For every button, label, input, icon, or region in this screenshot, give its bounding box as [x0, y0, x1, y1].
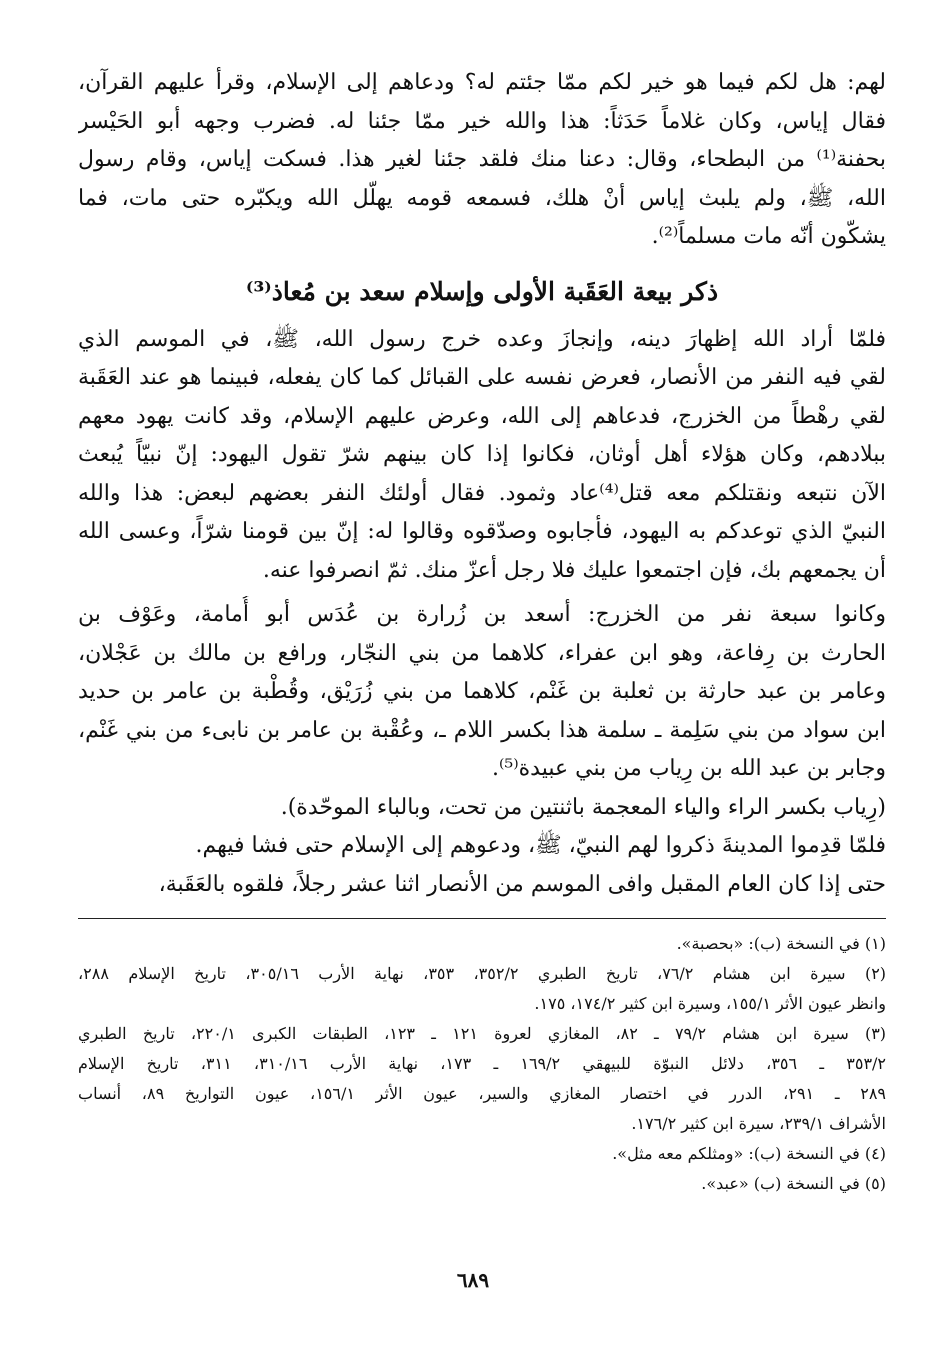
body-line: الله، ﷺ، ولم يلبث إياس أنْ هلك، فسمعه قومه يهلّل الله ويكبّره حتى مات، فما: [78, 185, 886, 211]
footnote-2-cont: وانظر عيون الأثر ١٥٥/١، وسيرة ابن كثير ١٧٤/٢، ١٧٥.: [534, 994, 886, 1013]
page-number: ٦٨٩: [456, 1268, 490, 1292]
book-page: [78, 64, 886, 1199]
paragraph-line: وعامر بن عبد حارثة بن ثعلبة بن غَنْم، كلاهما من بني زُرَيْق، وقُطْبة بن عامر بن حديد: [78, 679, 886, 704]
footnote-3-cont: ٢٨٩ ـ ٢٩١، الدرر في اختصار المغازي والسير، عيون الأثر ١٥٦/١، عيون التواريخ ٨٩، أنساب: [78, 1084, 886, 1103]
section-heading: ذكر بيعة العَقَبة الأولى وإسلام سعد بن مُعاذ⁽³⁾: [245, 276, 719, 306]
body-line: فقال إياس، وكان غلاماً حَدَثاً: هذا والله خير ممّا جئنا له. فضرب وجهه أبو الحَيْسر: [78, 108, 886, 134]
paragraph-line: ابن سواد من بني سَلِمة ـ سلمة هذا بكسر اللام ـ، وعُقْبة بن عامر بن نابىء من بني غَنْم،: [78, 717, 886, 743]
paragraph-line: وكانوا سبعة نفر من الخزرج: أسعد بن زُرارة بن عُدَس أبو أُمامة، وعَوْف بن: [78, 602, 886, 627]
footnote-4: (٤) في النسخة (ب): «ومثلكم معه مثل».: [612, 1144, 886, 1163]
paragraph-line: فلمّا أراد الله إظهارَ دينه، وإنجازَ وعده خرج رسول الله، ﷺ، في الموسم الذي: [78, 326, 886, 352]
footnote-3-cont: ٣٥٣/٢ ـ ٣٥٦، دلائل النبوّة للبيهقي ١٦٩/٢ ـ ١٧٣، نهاية الأرب ٣١٠/١٦، ٣١١، تاريخ الإسلام: [78, 1054, 886, 1073]
note-paragraph: (رِياب بكسر الراء والياء المعجمة باثنتين من تحت، وبالباء الموحّدة).: [280, 794, 886, 820]
body-line: لهم: هل لكم فيما هو خير لكم ممّا جئتم له؟ ودعاهم إلى الإسلام، وقرأ عليهم القرآن،: [78, 70, 886, 95]
footnote-1: (١) في النسخة (ب): «بحصبة».: [676, 934, 886, 953]
footnote-3-cont: الأشراف ٢٣٩/١، سيرة ابن كثير ١٧٦/٢.: [631, 1114, 886, 1133]
paragraph-line: ببلادهم، وكان هؤلاء أهل أوثان، فكانوا إذا كان بينهم شرّ تقول اليهود: إنّ نبيّاً يُبعث: [78, 442, 886, 467]
paragraph-line: الحارث بن رِفاعة، وهو ابن عفراء، كلاهما من بني النجّار، ورافع بن مالك بن عَجْلان،: [78, 640, 886, 666]
body-line: بحفنة⁽¹⁾ من البطحاء، وقال: دعنا منك فلقد جئنا لغير هذا. فسكت إياس، وقام رسول: [78, 147, 886, 172]
paragraph-line: النبيّ الذي توعدكم به اليهود، فأجابوه وصدّقوه وقالوا له: إنّ بين قومنا شرّاً، وعسى الله: [78, 519, 886, 544]
paragraph-line: حتى إذا كان العام المقبل وافى الموسم من الأنصار اثنا عشر رجلاً، فلقوه بالعَقَبة،: [158, 871, 886, 897]
paragraph-line: الآن نتبعه ونقتلكم معه قتل⁽⁴⁾عاد وثمود. فقال أولئك النفر بعضهم لبعض: هذا والله: [78, 480, 886, 506]
footnote-5: (٥) في النسخة (ب) «عبد».: [701, 1174, 886, 1193]
body-line: يشكّون أنّه مات مسلماً⁽²⁾.: [651, 224, 886, 249]
paragraph-line: لقي فيه النفر من الأنصار، فعرض نفسه على القبائل كما كان يفعله، فبينما هو عند العَقَبة: [78, 365, 886, 390]
paragraph-line: لقي رهْطاً من الخزرج، فدعاهم إلى الله، وعرض عليهم الإسلام، وقد كانت يهود معهم: [78, 403, 886, 429]
paragraph-line: أن يجمعهم بك، فإن اجتمعوا عليك فلا رجل أعزّ منك. ثمّ انصرفوا عنه.: [262, 557, 886, 583]
paragraph-line: فلمّا قدِموا المدينةَ ذكروا لهم النبيّ، ﷺ، ودعوهم إلى الإسلام حتى فشا فيهم.: [195, 833, 886, 858]
paragraph-line: وجابر بن عبد الله بن رِياب من بني عبيدة⁽⁵⁾.: [492, 756, 886, 781]
footnote-divider: [78, 918, 886, 919]
footnote-3: (٣) سيرة ابن هشام ٧٩/٢ ـ ٨٢، المغازي لعروة ١٢١ ـ ١٢٣، الطبقات الكبرى ٢٢٠/١، تاريخ الطبري: [78, 1024, 886, 1043]
footnote-2: (٢) سيرة ابن هشام ٧٦/٢، تاريخ الطبري ٣٥٢/٢، ٣٥٣، نهاية الأرب ٣٠٥/١٦، تاريخ الإسلام ٢٨٨،: [78, 964, 886, 983]
